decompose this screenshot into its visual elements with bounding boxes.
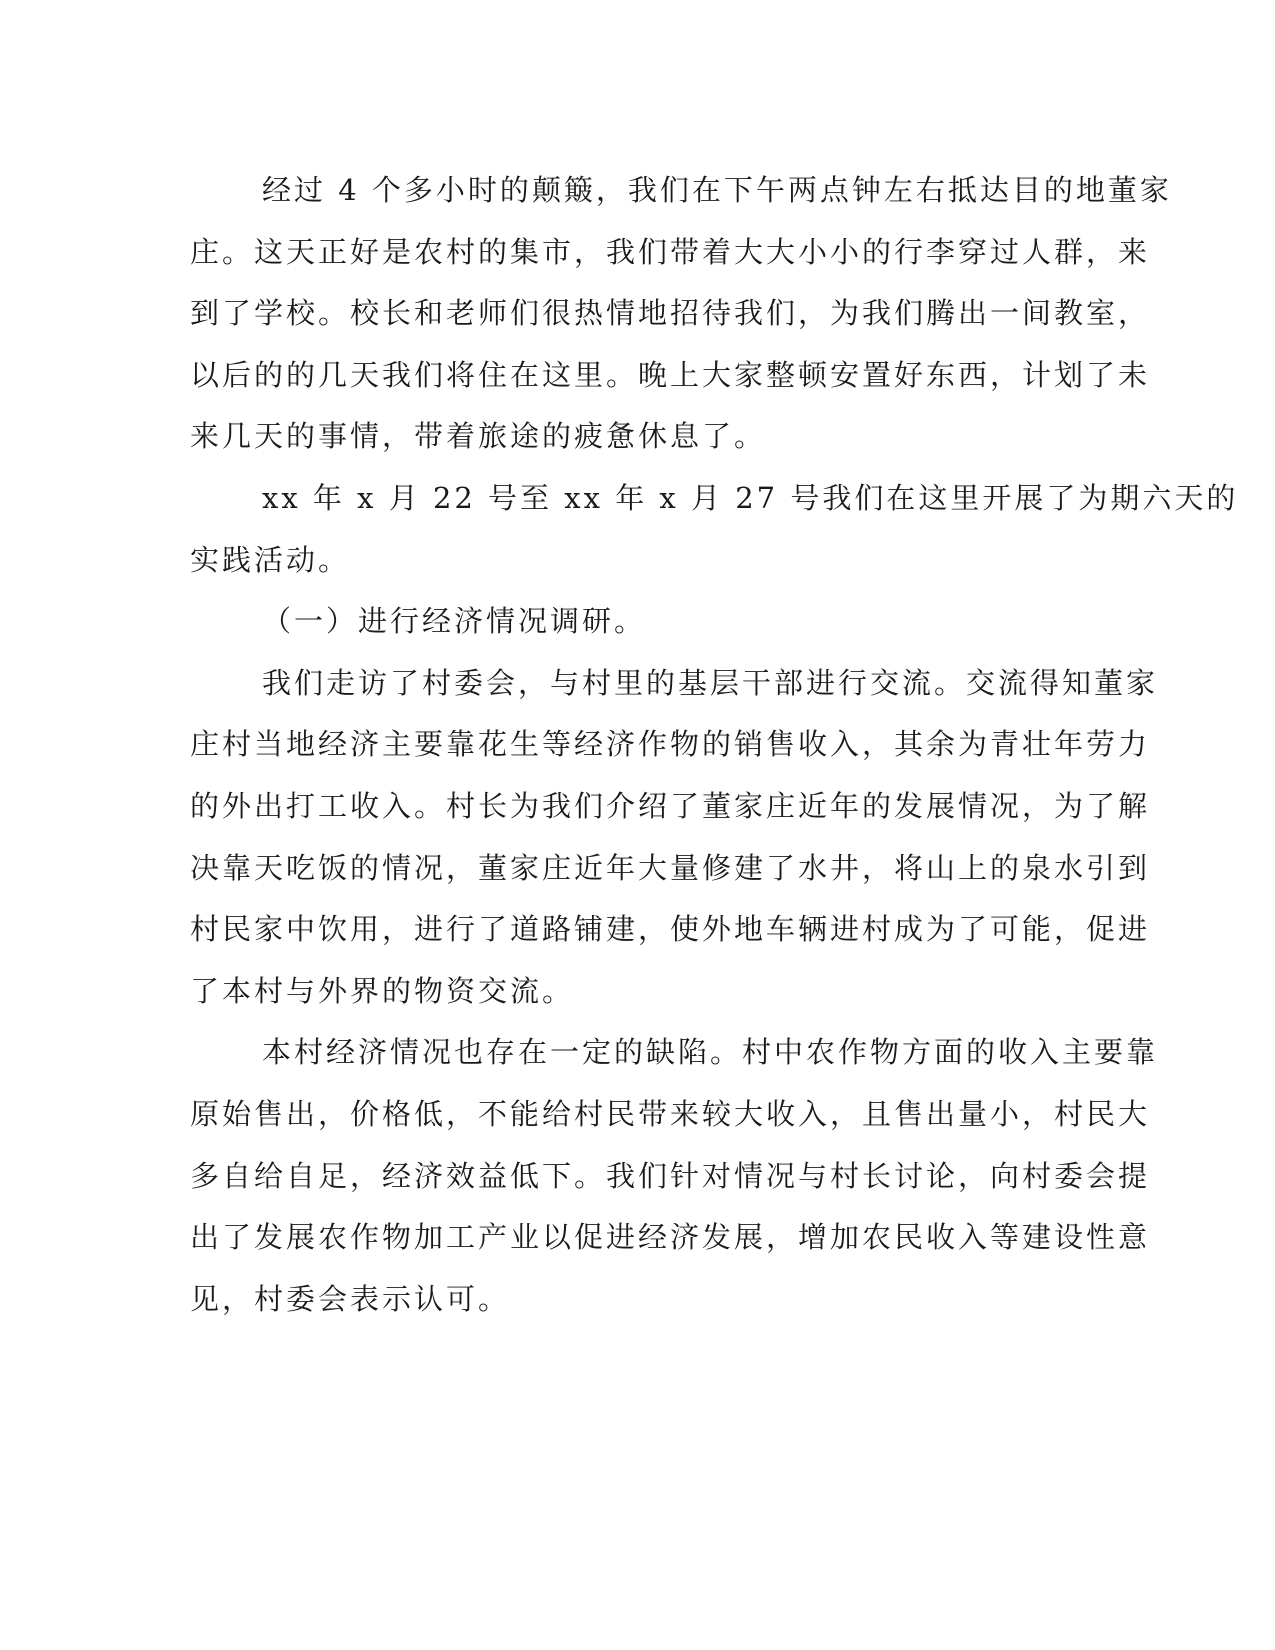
paragraph-line: 以后的的几天我们将住在这里。晚上大家整顿安置好东西，计划了未 bbox=[190, 357, 1151, 392]
paragraph-line: 庄村当地经济主要靠花生等经济作物的销售收入，其余为青壮年劳力 bbox=[190, 727, 1151, 762]
paragraph-line: xx 年 x 月 22 号至 xx 年 x 月 27 号我们在这里开展了为期六天的 bbox=[262, 480, 1239, 515]
paragraph-line: 经过 4 个多小时的颠簸，我们在下午两点钟左右抵达目的地董家 bbox=[262, 173, 1172, 207]
paragraph-line: 本村经济情况也存在一定的缺陷。村中农作物方面的收入主要靠 bbox=[262, 1035, 1159, 1070]
paragraph-line: 到了学校。校长和老师们很热情地招待我们，为我们腾出一间教室， bbox=[190, 296, 1151, 331]
paragraph-line: 的外出打工收入。村长为我们介绍了董家庄近年的发展情况，为了解 bbox=[190, 788, 1151, 823]
paragraph-line: 村民家中饮用，进行了道路铺建，使外地车辆进村成为了可能，促进 bbox=[190, 912, 1151, 947]
document-body bbox=[190, 160, 1239, 1330]
paragraph-line: 庄。这天正好是农村的集市，我们带着大大小小的行李穿过人群，来 bbox=[190, 234, 1151, 269]
paragraph-line: 来几天的事情，带着旅途的疲惫休息了。 bbox=[190, 419, 767, 454]
paragraph-line: 了本村与外界的物资交流。 bbox=[190, 973, 575, 1008]
section-heading: （一）进行经济情况调研。 bbox=[262, 604, 647, 639]
paragraph-line: 出了发展农作物加工产业以促进经济发展，增加农民收入等建设性意 bbox=[190, 1220, 1151, 1255]
paragraph-line: 多自给自足，经济效益低下。我们针对情况与村长讨论，向村委会提 bbox=[190, 1158, 1151, 1193]
paragraph-line: 我们走访了村委会，与村里的基层干部进行交流。交流得知董家 bbox=[262, 665, 1159, 700]
paragraph-line: 决靠天吃饭的情况，董家庄近年大量修建了水井，将山上的泉水引到 bbox=[190, 850, 1151, 885]
paragraph-line: 见，村委会表示认可。 bbox=[190, 1281, 511, 1316]
paragraph-line: 原始售出，价格低，不能给村民带来较大收入，且售出量小，村民大 bbox=[190, 1096, 1151, 1131]
paragraph-line: 实践活动。 bbox=[190, 542, 351, 577]
